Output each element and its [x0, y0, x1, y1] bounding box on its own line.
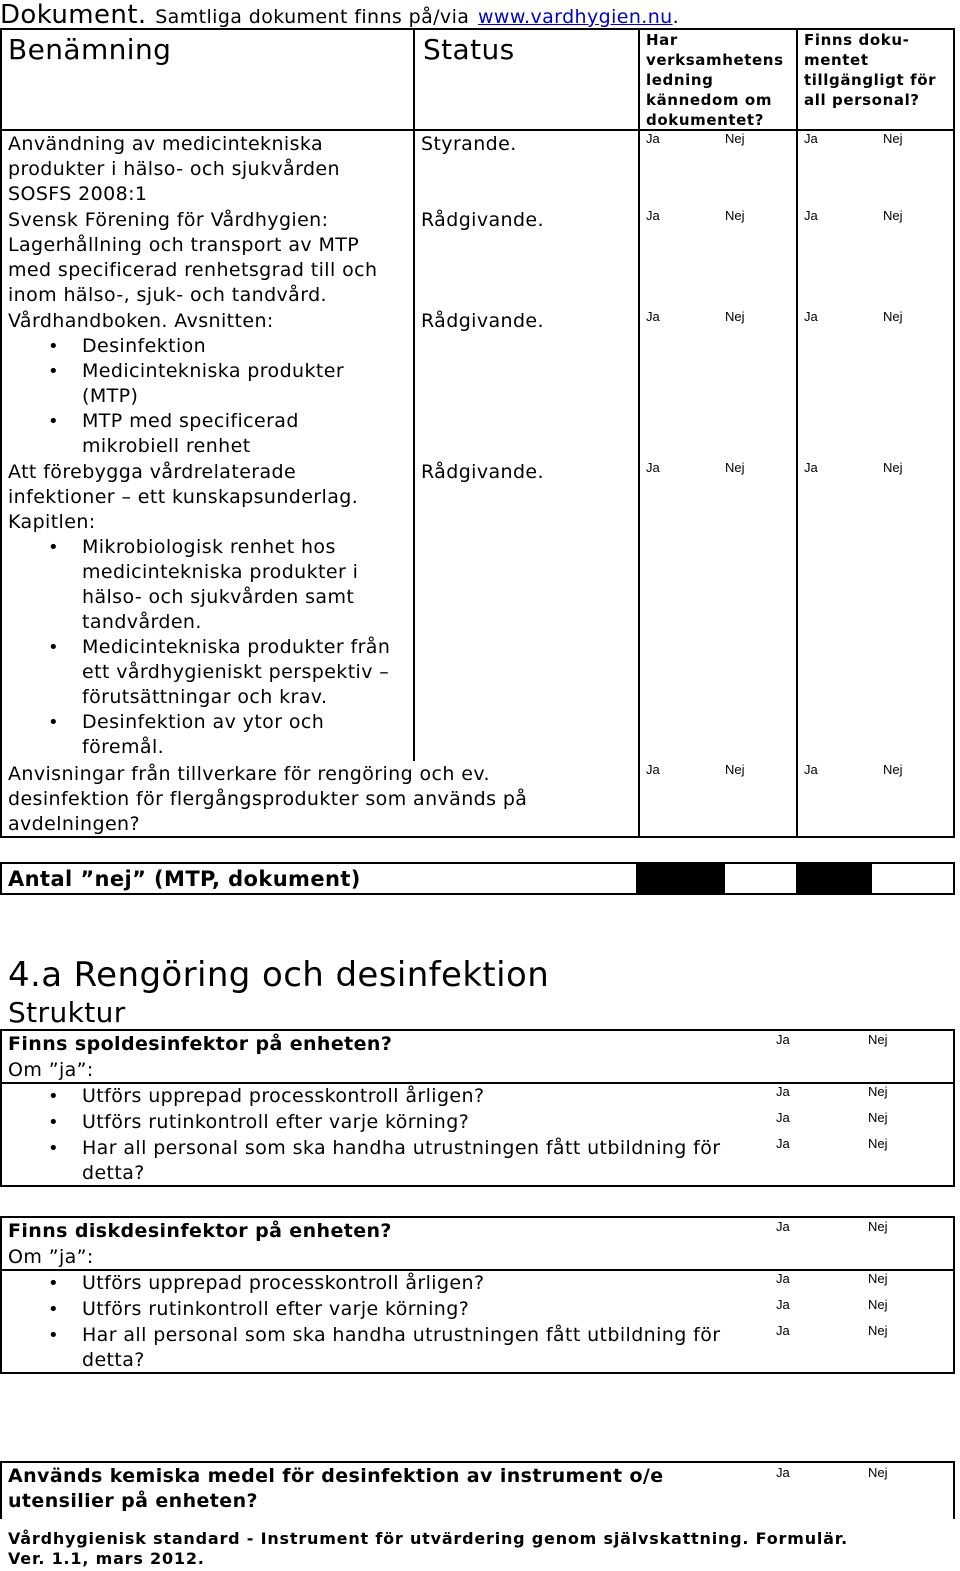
total-blacked-cell — [636, 862, 723, 895]
doc-bullet-line: • Medicintekniska produkter — [82, 360, 345, 382]
disk-yes-option[interactable]: Ja — [776, 1219, 790, 1234]
followup-item — [8, 1136, 720, 1186]
doc-bullet-line: (MTP) — [82, 385, 139, 407]
lead-yes-option[interactable]: Ja — [646, 208, 660, 223]
followup-text: • Utförs upprepad processkontroll årligen? — [82, 1272, 485, 1294]
spol-item1-yes-option[interactable]: Ja — [776, 1084, 790, 1099]
disk-followups — [8, 1271, 720, 1373]
doc-bullet-line: mikrobiell renhet — [82, 435, 251, 457]
lead-no-option[interactable]: Nej — [725, 131, 745, 146]
section-heading: 4.a Rengöring och desinfektion — [8, 955, 550, 995]
header-status: Status — [423, 33, 515, 66]
avail-no-option[interactable]: Nej — [883, 762, 903, 777]
spol-top-border — [0, 1029, 955, 1031]
doc-row-name-line: produkter i hälso- och sjukvården — [8, 158, 340, 180]
header-bottom-border — [0, 129, 640, 131]
followup-text: • Utförs rutinkontroll efter varje körning? — [82, 1111, 470, 1133]
header-name: Benämning — [8, 33, 172, 66]
doc-bullet-line: föremål. — [82, 736, 165, 758]
lead-yes-option[interactable]: Ja — [646, 460, 660, 475]
disk-item2-yes-option[interactable]: Ja — [776, 1297, 790, 1312]
avail-yes-option[interactable]: Ja — [804, 131, 818, 146]
doc-bullet — [8, 535, 390, 635]
total-blacked-cell — [796, 862, 870, 895]
doc-row-name-line: Anvisningar från tillverkare för rengöring och ev. — [8, 763, 490, 785]
disk-om-ja: Om ”ja”: — [8, 1246, 94, 1268]
total-right-border — [953, 862, 955, 895]
doc-row-name — [8, 309, 344, 459]
doc-bullet-line: ett vårdhygieniskt perspektiv – — [82, 661, 390, 683]
doc-bullet-line: • Desinfektion av ytor och — [82, 711, 325, 733]
header-management-line: Har — [646, 31, 678, 49]
disk-right-border — [953, 1216, 955, 1374]
avail-yes-option[interactable]: Ja — [804, 309, 818, 324]
header-availability-line: mentet — [804, 51, 869, 69]
spol-question: Finns spoldesinfektor på enheten? — [8, 1033, 393, 1055]
kemiska-top-border — [0, 1461, 955, 1463]
header-management — [646, 30, 784, 130]
header-management-line: ledning — [646, 71, 714, 89]
kemiska-question — [8, 1464, 664, 1514]
followup-text: • Har all personal som ska handha utrustningen fått utbildning för — [82, 1324, 721, 1346]
avail-no-option[interactable]: Nej — [883, 460, 903, 475]
intro-text: Samtliga dokument finns på/via — [155, 6, 470, 28]
footer-line: Ver. 1.1, mars 2012. — [8, 1549, 205, 1568]
lead-no-option[interactable]: Nej — [725, 309, 745, 324]
spol-followups — [8, 1084, 720, 1186]
spol-item3-yes-option[interactable]: Ja — [776, 1136, 790, 1151]
doc-row-name-line: infektioner – ett kunskapsunderlag. — [8, 486, 359, 508]
spol-no-option[interactable]: Nej — [868, 1032, 888, 1047]
doc-bullet-line: hälso- och sjukvården samt — [82, 586, 355, 608]
header-management-line: verksamhetens — [646, 51, 784, 69]
spol-om-ja: Om ”ja”: — [8, 1059, 94, 1081]
doc-bullet-line: förutsättningar och krav. — [82, 686, 328, 708]
section-subheading: Struktur — [8, 996, 126, 1029]
avail-yes-option[interactable]: Ja — [804, 460, 818, 475]
followup-item — [8, 1084, 720, 1109]
status-col-border — [413, 28, 415, 761]
disk-no-option[interactable]: Nej — [868, 1219, 888, 1234]
spol-item2-yes-option[interactable]: Ja — [776, 1110, 790, 1125]
followup-item — [8, 1297, 720, 1322]
doc-bullet — [8, 409, 344, 459]
kemiska-question-line: utensilier på enheten? — [8, 1490, 258, 1512]
lead-no-option[interactable]: Nej — [725, 208, 745, 223]
doc-row-name — [8, 460, 390, 760]
spol-item1-no-option[interactable]: Nej — [868, 1084, 888, 1099]
doc-row-status: Rådgivande. — [421, 209, 544, 231]
kemiska-left-border — [0, 1461, 2, 1519]
followup-text: detta? — [82, 1162, 145, 1184]
doc-row-status: Rådgivande. — [421, 310, 544, 332]
total-cell-border — [870, 862, 872, 895]
lead-no-option[interactable]: Nej — [725, 762, 745, 777]
doc-row-name-line: avdelningen? — [8, 813, 140, 835]
spol-item3-no-option[interactable]: Nej — [868, 1136, 888, 1151]
table-right-border — [953, 28, 955, 836]
total-cell-border — [723, 862, 725, 895]
header-management-line: dokumentet? — [646, 111, 764, 129]
doc-bullet-line: tandvården. — [82, 611, 202, 633]
lead-yes-option[interactable]: Ja — [646, 762, 660, 777]
doc-row-name-line: Att förebygga vårdrelaterade — [8, 461, 297, 483]
header-availability — [804, 30, 936, 110]
kemiska-yes-option[interactable]: Ja — [776, 1465, 790, 1480]
kemiska-question-line: Används kemiska medel för desinfektion av instrument o/e — [8, 1465, 664, 1487]
doc-row-name-line: Lagerhållning och transport av MTP — [8, 234, 360, 256]
disk-item3-yes-option[interactable]: Ja — [776, 1323, 790, 1338]
doc-bullet — [8, 710, 390, 760]
doc-row-name — [8, 762, 527, 837]
avail-col-border — [796, 28, 798, 836]
header-availability-line: all personal? — [804, 91, 920, 109]
followup-text: detta? — [82, 1349, 145, 1371]
avail-yes-option[interactable]: Ja — [804, 208, 818, 223]
lead-yes-option[interactable]: Ja — [646, 309, 660, 324]
avail-no-option[interactable]: Nej — [883, 309, 903, 324]
doc-bullet-line: • Mikrobiologisk renhet hos — [82, 536, 336, 558]
doc-bullet-line: • Desinfektion — [82, 335, 207, 357]
disk-top-border — [0, 1216, 955, 1218]
lead-no-option[interactable]: Nej — [725, 460, 745, 475]
avail-no-option[interactable]: Nej — [883, 208, 903, 223]
doc-row-name-line: desinfektion för flergångsprodukter som används på — [8, 788, 528, 810]
followup-item — [8, 1271, 720, 1296]
disk-item1-no-option[interactable]: Nej — [868, 1271, 888, 1286]
spol-right-border — [953, 1029, 955, 1187]
header-availability-line: Finns doku- — [804, 31, 910, 49]
intro-suffix: . — [672, 6, 680, 28]
total-left-border — [0, 862, 2, 895]
lead-col-border — [638, 28, 640, 836]
doc-row-name-line: Användning av medicintekniska — [8, 133, 323, 155]
kemiska-right-border — [953, 1461, 955, 1519]
followup-text: • Utförs rutinkontroll efter varje körning? — [82, 1298, 470, 1320]
followup-item — [8, 1323, 720, 1373]
followup-text: • Utförs upprepad processkontroll årligen? — [82, 1085, 485, 1107]
doc-bullet-line: • Medicintekniska produkter från — [82, 636, 391, 658]
doc-bullet — [8, 334, 344, 359]
doc-bullet-line: • MTP med specificerad — [82, 410, 299, 432]
spol-item2-no-option[interactable]: Nej — [868, 1110, 888, 1125]
disk-question: Finns diskdesinfektor på enheten? — [8, 1220, 392, 1242]
doc-row-status: Styrande. — [421, 133, 517, 155]
followup-text: • Har all personal som ska handha utrustningen fått utbildning för — [82, 1137, 721, 1159]
disk-item3-no-option[interactable]: Nej — [868, 1323, 888, 1338]
doc-row-name-line: Vårdhandboken. Avsnitten: — [8, 310, 274, 332]
doc-row-name-line: inom hälso-, sjuk- och tandvård. — [8, 284, 327, 306]
doc-row-name-line: Kapitlen: — [8, 511, 96, 533]
doc-row-name-line: Svensk Förening för Vårdhygien: — [8, 209, 329, 231]
doc-row-status: Rådgivande. — [421, 461, 544, 483]
total-label: Antal ”nej” (MTP, dokument) — [8, 867, 361, 891]
vardhygien-link[interactable]: www.vardhygien.nu — [477, 6, 673, 28]
spol-yes-option[interactable]: Ja — [776, 1032, 790, 1047]
header-management-line: kännedom om — [646, 91, 773, 109]
avail-no-option[interactable]: Nej — [883, 131, 903, 146]
table-left-border — [0, 28, 2, 836]
followup-item — [8, 1110, 720, 1135]
disk-item2-no-option[interactable]: Nej — [868, 1297, 888, 1312]
doc-row-name-line: SOSFS 2008:1 — [8, 183, 148, 205]
doc-bullet — [8, 635, 390, 710]
doc-row-name — [8, 208, 377, 308]
lead-yes-option[interactable]: Ja — [646, 131, 660, 146]
footer-line: Vårdhygienisk standard - Instrument för utvärdering genom självskattning. Formulär. — [8, 1529, 849, 1548]
doc-bullet-line: medicintekniska produkter i — [82, 561, 359, 583]
header-availability-line: tillgängligt för — [804, 71, 937, 89]
doc-bullet — [8, 359, 344, 409]
kemiska-no-option[interactable]: Nej — [868, 1465, 888, 1480]
avail-yes-option[interactable]: Ja — [804, 762, 818, 777]
intro-title: Dokument. — [0, 0, 147, 30]
doc-row-name-line: med specificerad renhetsgrad till och — [8, 259, 378, 281]
disk-left-border — [0, 1216, 2, 1374]
disk-item1-yes-option[interactable]: Ja — [776, 1271, 790, 1286]
spol-left-border — [0, 1029, 2, 1187]
footer — [8, 1529, 848, 1569]
doc-row-name — [8, 132, 340, 207]
